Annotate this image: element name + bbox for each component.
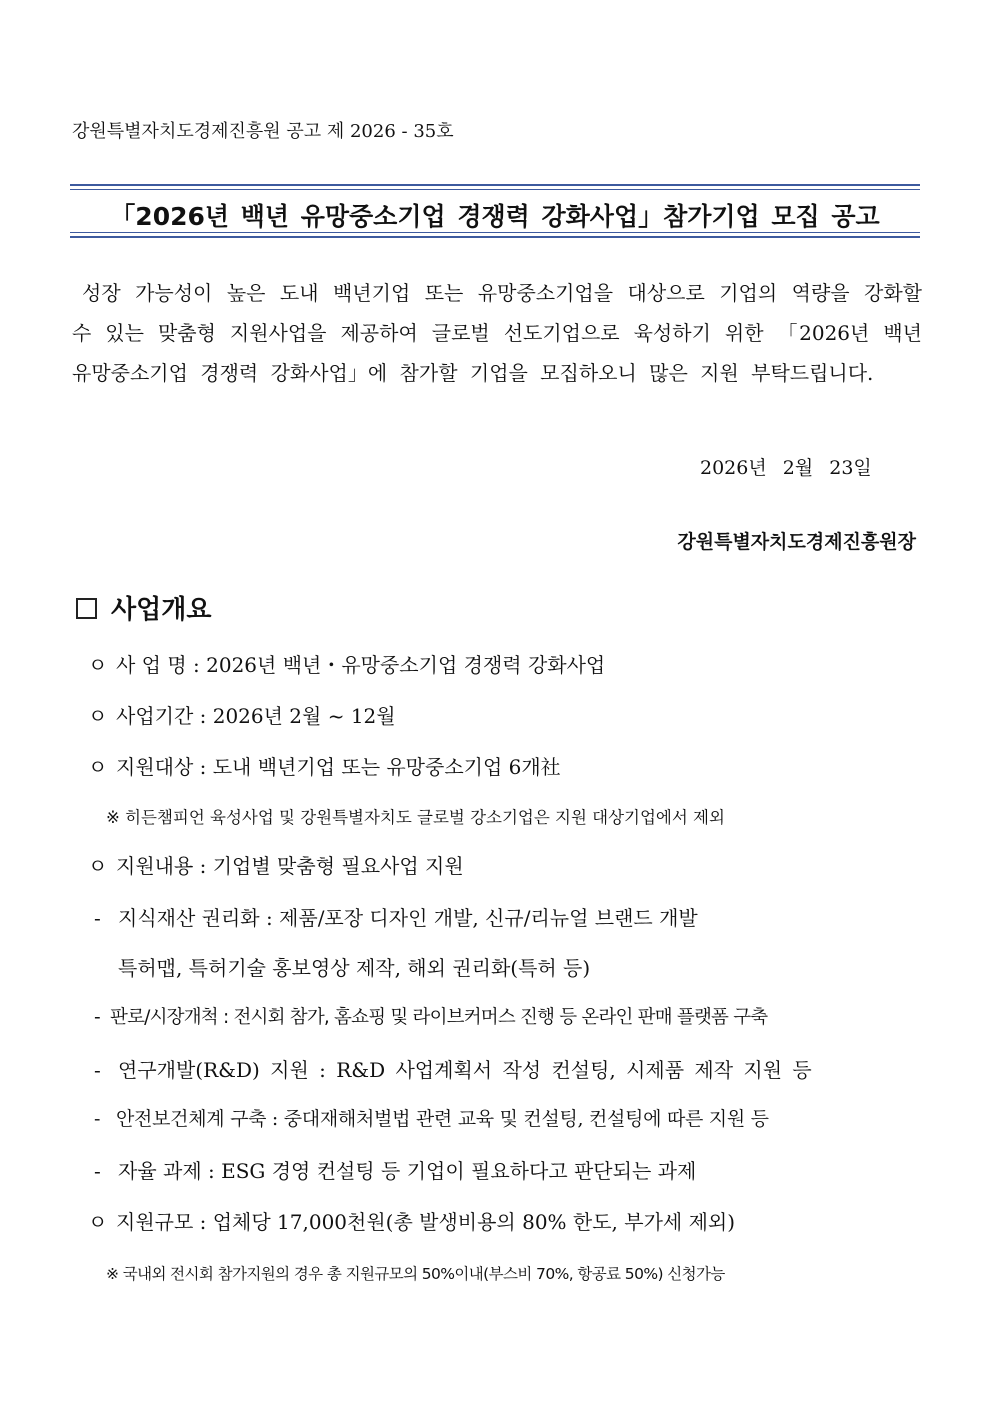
dash-bullet-icon: -	[94, 906, 101, 930]
sub-item-ip-continued: 특허맵, 특허기술 홍보영상 제작, 해외 권리화(특허 등)	[118, 956, 591, 980]
circle-bullet-icon: ㅇ	[88, 755, 108, 779]
sub-item-ip	[94, 902, 698, 931]
note-exclusion: ※ 히든챔피언 육성사업 및 강원특별자치도 글로벌 강소기업은 지원 대상기업에서 제외	[106, 808, 725, 827]
list-item-text: 사업기간 : 2026년 2월 ~ 12월	[116, 704, 396, 728]
sub-item-market	[94, 1003, 767, 1029]
dash-bullet-icon: -	[94, 1159, 101, 1183]
circle-bullet-icon: ㅇ	[88, 704, 108, 728]
circle-bullet-icon: ㅇ	[88, 854, 108, 878]
list-item-text: 안전보건체계 구축 : 중대재해처벌법 관련 교육 및 컨설팅, 컨설팅에 따른 지원 등	[116, 1108, 769, 1130]
dash-bullet-icon: -	[94, 1058, 101, 1082]
intro-paragraph: 성장 가능성이 높은 도내 백년기업 또는 유망중소기업을 대상으로 기업의 역량을 강화할 수 있는 맞춤형 지원사업을 제공하여 글로벌 선도기업으로 육성하기 위한 「2026년 백년 유망중소기업 경쟁력 강화사업」에 참가할 기업을 모집하오니 많은 지원 부탁드립니다.	[72, 281, 922, 385]
dash-bullet-icon: -	[94, 1007, 100, 1028]
list-item-text: 지원내용 : 기업별 맞춤형 필요사업 지원	[116, 854, 464, 878]
title-box	[70, 184, 920, 238]
section-heading-text: 사업개요	[111, 595, 212, 625]
list-item-text: 판로/시장개척 : 전시회 참가, 홈쇼핑 및 라이브커머스 진행 등 온라인 판매 플랫폼 구축	[110, 1007, 768, 1028]
list-item-text: 자율 과제 : ESG 경영 컨설팅 등 기업이 필요하다고 판단되는 과제	[118, 1159, 697, 1183]
sub-item-safety	[94, 1104, 769, 1131]
list-item-text: 연구개발(R&D) 지원 : R&D 사업계획서 작성 컨설팅, 시제품 제작 지원 등	[118, 1058, 812, 1082]
list-item-business-name	[88, 649, 605, 678]
list-item-text: 사 업 명 : 2026년 백년・유망중소기업 경쟁력 강화사업	[116, 653, 606, 677]
circle-bullet-icon: ㅇ	[88, 653, 108, 677]
sub-item-autonomous	[94, 1155, 696, 1184]
list-item-text: 지원규모 : 업체당 17,000천원(총 발생비용의 80% 한도, 부가세 제외)	[116, 1210, 736, 1234]
list-item-support-scale	[88, 1206, 735, 1235]
note-exhibition: ※ 국내외 전시회 참가지원의 경우 총 지원규모의 50%이내(부스비 70%, 항공료 50%) 신청가능	[106, 1265, 725, 1283]
sub-item-rnd	[94, 1054, 812, 1083]
section-heading	[76, 589, 211, 626]
issuer-name: 강원특별자치도경제진흥원장	[677, 531, 916, 553]
dash-bullet-icon: -	[94, 1108, 101, 1130]
checkbox-square-icon	[76, 598, 97, 619]
notice-number: 강원특별자치도경제진흥원 공고 제 2026 - 35호	[72, 121, 454, 142]
list-item-text: 지원대상 : 도내 백년기업 또는 유망중소기업 6개社	[116, 755, 561, 779]
list-item-support-target	[88, 751, 561, 780]
list-item-support-content	[88, 850, 464, 879]
circle-bullet-icon: ㅇ	[88, 1210, 108, 1234]
list-item-business-period	[88, 700, 396, 729]
notice-date: 2026년 2월 23일	[700, 457, 872, 479]
list-item-text: 지식재산 권리화 : 제품/포장 디자인 개발, 신규/리뉴얼 브랜드 개발	[118, 906, 698, 930]
notice-title: 「2026년 백년 유망중소기업 경쟁력 강화사업」참가기업 모집 공고	[110, 202, 880, 231]
